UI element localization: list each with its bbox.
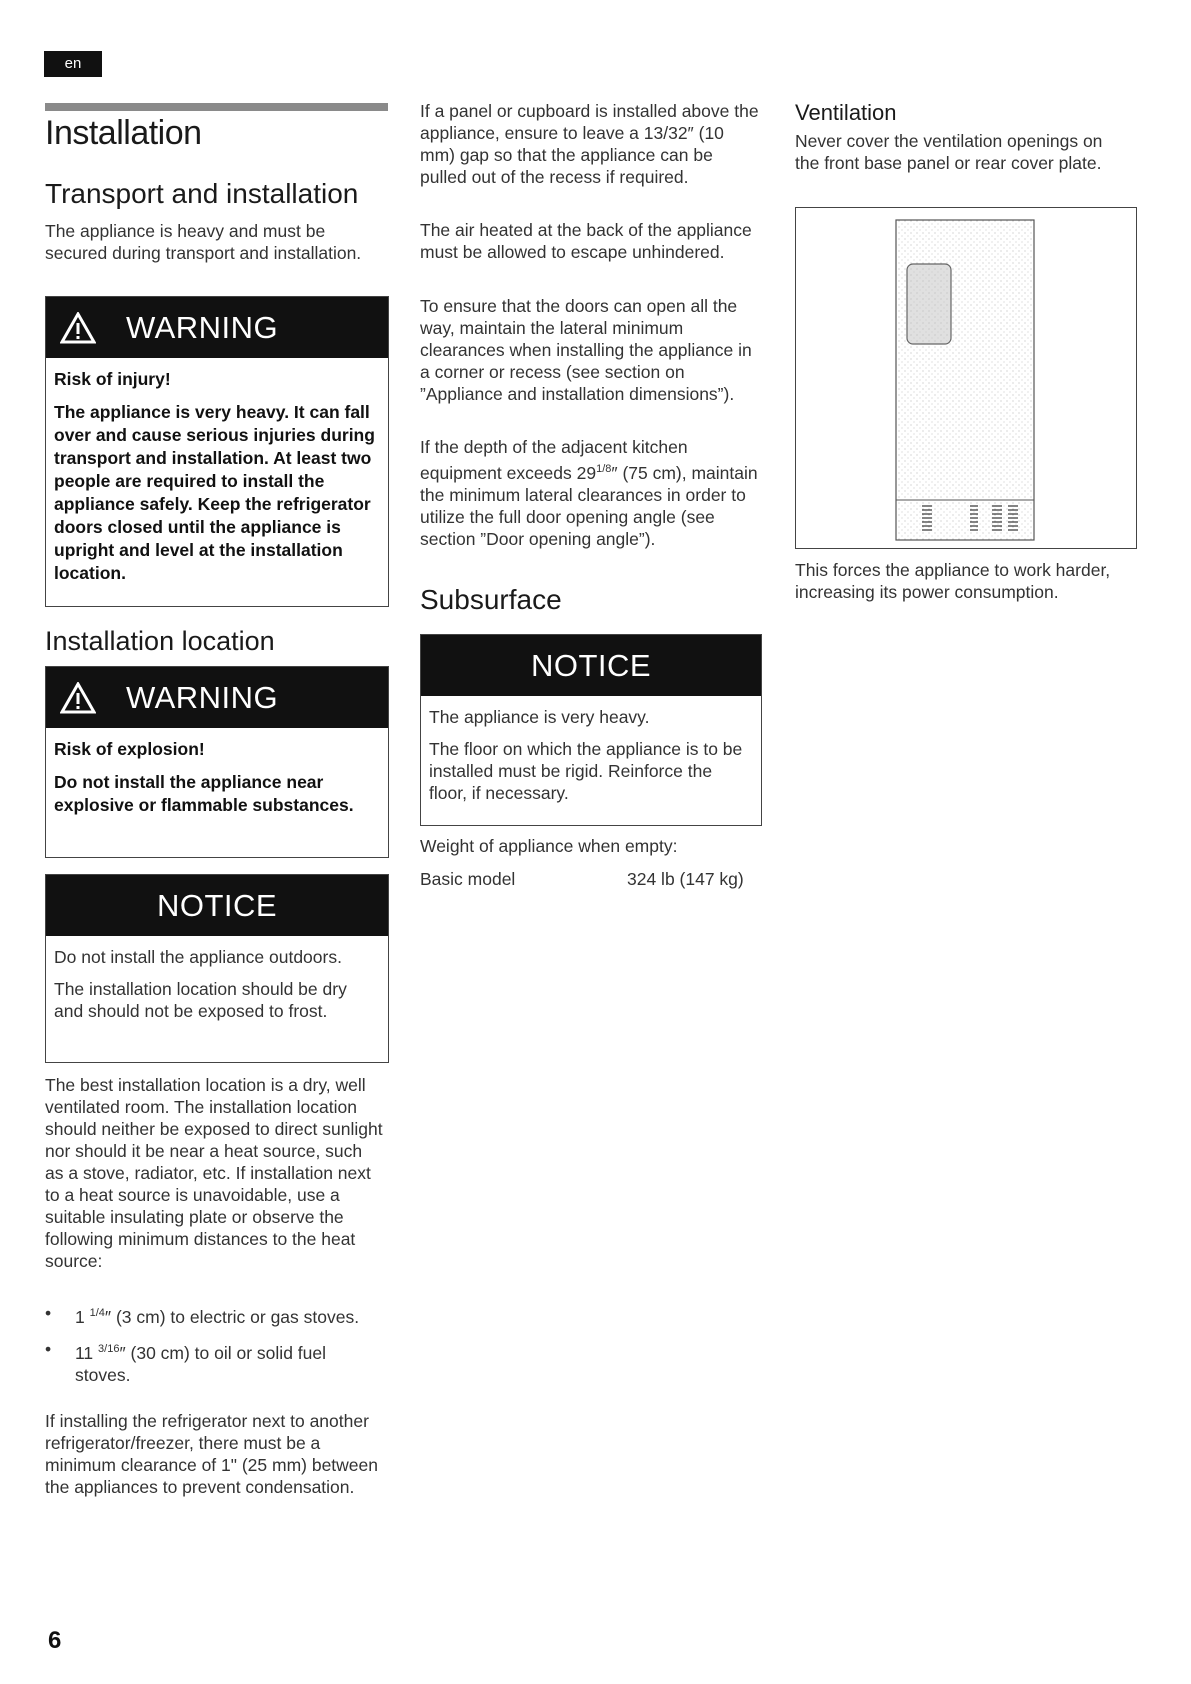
ventilation-heading: Ventilation [795, 100, 897, 125]
transport-heading: Transport and installation [45, 178, 359, 209]
notice-line: Do not install the appliance outdoors. [54, 947, 342, 967]
warning-header [46, 297, 388, 358]
notice-title: NOTICE [156, 887, 278, 923]
subsurface-heading: Subsurface [420, 584, 562, 615]
warning-title: WARNING [126, 679, 279, 715]
warning-title: WARNING [126, 309, 279, 345]
air-text: The air heated at the back of the appliance must be allowed to escape unhindered. [420, 220, 752, 262]
warning-box-injury [45, 296, 389, 607]
appliance-illustration [795, 207, 1137, 549]
next-to-fridge-text: If installing the refrigerator next to another refrigerator/freezer, there must be a minimum clearance of 1" (25 mm) between the appliances to prevent condensation. [45, 1411, 379, 1497]
distance-list [45, 1302, 385, 1396]
warning-triangle-icon [60, 682, 96, 714]
best-location-text: The best installation location is a dry, well ventilated room. The installation location should neither be exposed to direct sunlight nor should it be near a heat source, such as a stove, radiator, etc. If installation next to a heat source is unavoidable, use a suitable insulating plate or observe the following minimum distances to the heat source: [45, 1075, 383, 1271]
warning-line: Do not install the appliance near explosive or flammable substances. [54, 772, 354, 815]
refrigerator-front-icon [796, 208, 1136, 548]
list-item: • 1 $^{1/4}$″ (3 cm) to electric or gas stoves. [45, 1302, 385, 1328]
weight-model: Basic model [420, 869, 516, 889]
transport-text: The appliance is heavy and must be secured during transport and installation. [45, 221, 362, 263]
after-figure-text: This forces the appliance to work harder, increasing its power consumption. [795, 560, 1111, 602]
warning-box-explosion [45, 666, 389, 858]
notice-title: NOTICE [530, 647, 652, 683]
depth-text: If the depth of the adjacent kitchen equipment exceeds $29^{1/8}''$ (75 cm), maintain the minimum lateral clearances in order to utilize the full door opening angle (see section ”Door opening angle”). [420, 437, 758, 549]
language-badge: en [44, 51, 102, 77]
notice-line: The appliance is very heavy. [429, 707, 650, 727]
notice-header [421, 635, 761, 696]
notice-header [46, 875, 388, 936]
weight-label: Weight of appliance when empty: [420, 836, 678, 856]
list-item: • 11 $^{3/16}$″ (30 cm) to oil or solid fuel stoves. [45, 1338, 385, 1386]
warning-line: The appliance is very heavy. It can fall over and cause serious injuries during transport and installation. At least two people are required to install the appliance safely. Keep the refrigerator doors closed until the appliance is upright and level at the installation location. [54, 402, 375, 583]
warning-header [46, 667, 388, 728]
ventilation-text: Never cover the ventilation openings on the front base panel or rear cover plate. [795, 131, 1103, 173]
warning-line: Risk of explosion! [54, 739, 205, 759]
notice-box-weight [420, 634, 762, 826]
location-heading: Installation location [45, 626, 275, 656]
page-number: 6 [48, 1627, 62, 1654]
doors-text: To ensure that the doors can open all the way, maintain the lateral minimum clearances when installing the appliance in a corner or recess (see section on ”Appliance and installation dimensions”). [420, 296, 752, 404]
notice-line: The installation location should be dry and should not be exposed to frost. [54, 979, 347, 1021]
notice-box-outdoors [45, 874, 389, 1063]
section-bar [45, 103, 388, 111]
notice-line: The floor on which the appliance is to be installed must be rigid. Reinforce the floor, if necessary. [429, 739, 743, 803]
panel-text: If a panel or cupboard is installed above the appliance, ensure to leave a 13/32″ (10 mm) gap so that the appliance can be pulled out of the recess if required. [420, 101, 759, 187]
page-heading: Installation [45, 114, 202, 152]
weight-value: 324 lb (147 kg) [627, 869, 744, 889]
warning-triangle-icon [60, 312, 96, 344]
warning-line: Risk of injury! [54, 369, 171, 389]
